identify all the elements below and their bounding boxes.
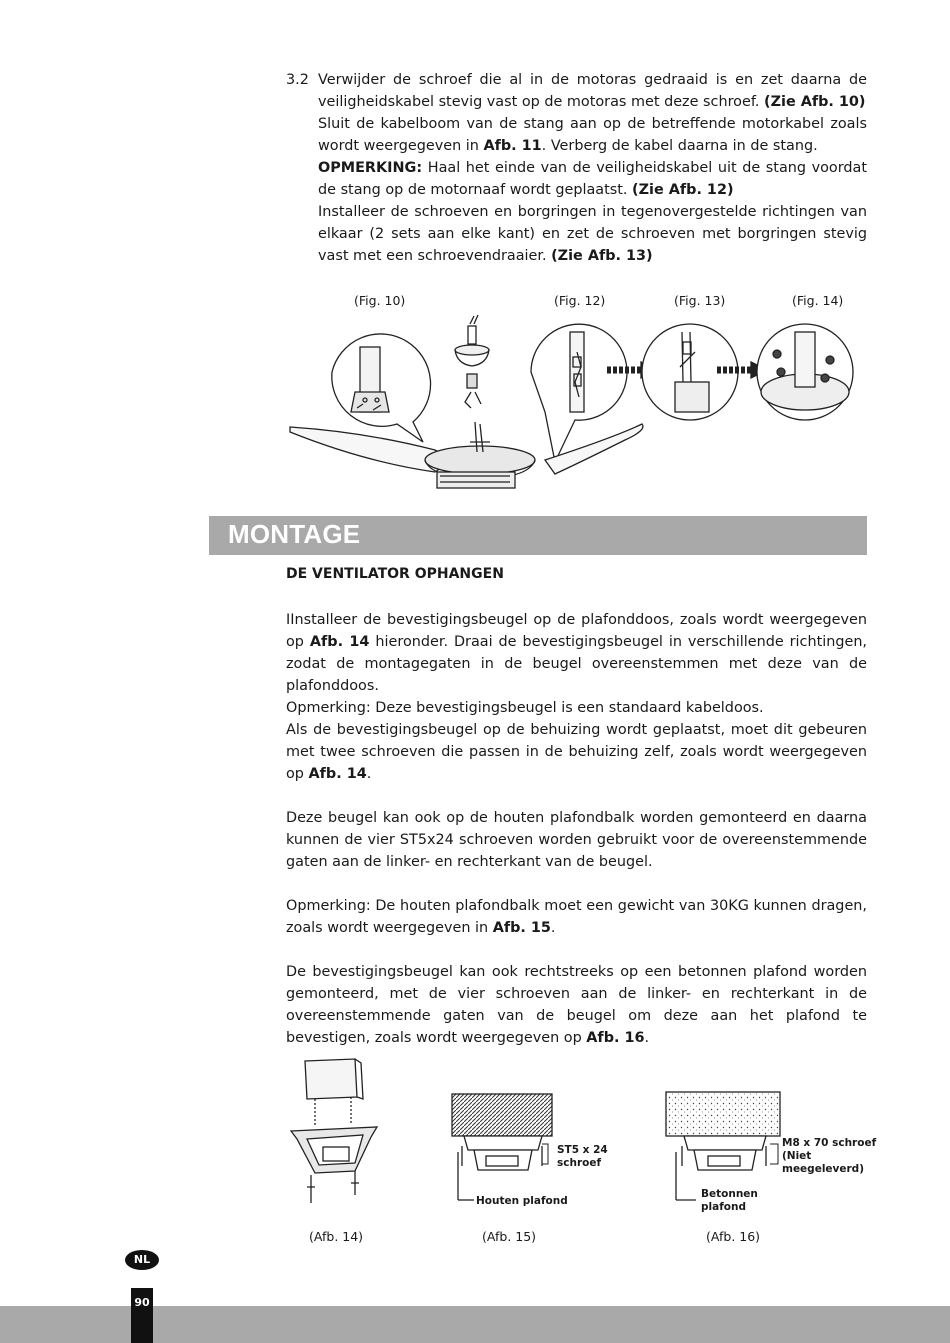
ref-afb-15: Afb. 15	[492, 920, 551, 936]
afb-16-caption: (Afb. 16)	[706, 1229, 761, 1244]
section-number: 3.2	[286, 72, 309, 88]
paragraph-1: IInstalleer de bevestigingsbeugel op de plafonddoos, zoals wordt weergegeven op Afb. 14 hieronder. Draai de bevestigingsbeugel in verschillende richtingen, zodat de montagegaten in de beugel overeenstemmen met deze van de plafonddoos.	[286, 612, 868, 694]
ref-afb-10: (Zie Afb. 10)	[764, 94, 866, 110]
afb-15-caption: (Afb. 15)	[482, 1229, 537, 1244]
fig-12-caption: (Fig. 12)	[554, 293, 606, 308]
banner-title: MONTAGE	[228, 519, 361, 549]
paragraph-5: De bevestigingsbeugel kan ook rechtstreeks op een betonnen plafond worden gemonteerd, met de vier schroeven aan de linker- en rechterkant in de overeenstemmende gaten van de beugel om deze aan het plafond te bevestigen, zoals wordt weergegeven op Afb. 16.	[286, 964, 867, 1046]
ref-afb-11: Afb. 11	[483, 138, 542, 154]
page-number: 90	[134, 1296, 150, 1309]
afb-14-illustration	[285, 1055, 385, 1210]
ref-afb-16: Afb. 16	[586, 1030, 645, 1046]
fig-14-caption: (Fig. 14)	[792, 293, 844, 308]
ref-afb-13: (Zie Afb. 13)	[551, 248, 653, 264]
afb-14-caption: (Afb. 14)	[309, 1229, 364, 1244]
ref-afb-14b: Afb. 14	[308, 766, 367, 782]
ref-afb-14: Afb. 14	[309, 634, 370, 650]
step-note: OPMERKING: Haal het einde van de veiligheidskabel uit de stang voordat de stang op de motornaaf wordt geplaatst. (Zie Afb. 12)	[318, 160, 868, 198]
step-line-3: Installeer de schroeven en borgringen in tegenovergestelde richtingen van elkaar (2 sets aan elke kant) en zet de schroeven met borgringen stevig vast met een schroevendraaier. (Zie Afb. 13)	[318, 204, 867, 264]
subheading: DE VENTILATOR OPHANGEN	[286, 566, 504, 582]
paragraph-4: Opmerking: De houten plafondbalk moet een gewicht van 30KG kunnen dragen, zoals wordt weergegeven in Afb. 15.	[286, 898, 867, 936]
step-line-2: Sluit de kabelboom van de stang aan op de betreffende motorkabel zoals wordt weergegeven in Afb. 11. Verberg de kabel daarna in de stang.	[318, 116, 867, 154]
page-number-box	[131, 1288, 153, 1343]
screw-leader-line	[540, 1140, 560, 1170]
section-banner	[209, 516, 867, 555]
paragraph-3: Deze beugel kan ook op de houten plafondbalk worden gemonteerd en daarna kunnen de vier ST5x24 schroeven worden gebruikt voor de overeenstemmende gaten aan de linker- en rechterkant van de beugel.	[286, 810, 867, 870]
paragraph-2: Opmerking: Deze bevestigingsbeugel is een standaard kabeldoos. Als de bevestigingsbeugel op de behuizing wordt geplaatst, moet dit gebeuren met twee schroeven die passen in de behuizing zelf, zoals wordt weergegeven op Afb. 14.	[286, 700, 867, 782]
fig-13-caption: (Fig. 13)	[674, 293, 726, 308]
concrete-ceiling-label: Betonnen plafond	[701, 1188, 758, 1213]
ref-afb-12: (Zie Afb. 12)	[632, 182, 734, 198]
section-3-2	[286, 69, 867, 267]
screw-label: ST5 x 24 schroef	[557, 1144, 608, 1169]
m8-screw-label: M8 x 70 schroef (Niet meegeleverd)	[782, 1137, 877, 1175]
wood-ceiling-label: Houten plafond	[476, 1195, 568, 1207]
fig-10-caption: (Fig. 10)	[354, 293, 406, 308]
fan-assembly-illustration	[285, 312, 860, 502]
language-badge: NL	[125, 1250, 159, 1270]
step-line-1: Verwijder de schroef die al in de motoras gedraaid is en zet daarna de veiligheidskabel stevig vast op de motoras met deze schroef. (Zie Afb. 10)	[318, 72, 867, 110]
